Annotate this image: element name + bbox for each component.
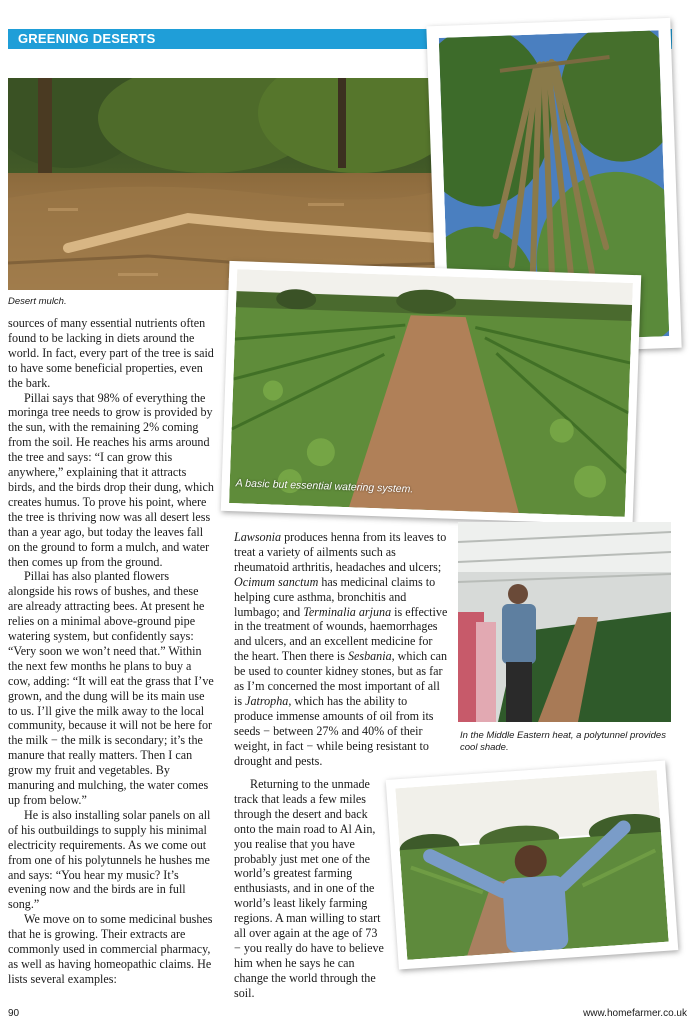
article-left-column (8, 316, 216, 987)
footer-website: www.homefarmer.co.uk (583, 1008, 687, 1019)
right-paragraph-1-text-b: has medicinal claims to helping cure asthma, bronchitis and lumbago; and (234, 574, 436, 619)
sesbania-name: Sesbania (347, 649, 392, 664)
right-paragraph-1-text-a: produces henna from its leaves to treat a variety of ailments such as rheumatoid arthritis, headaches and ulcers; (234, 530, 447, 574)
left-paragraph-3: Pillai has also planted flowers alongside his rows of bushes, and these are already attracting bees. At present he relies on a minimal above-ground pipe watering system, but confidently says: “Very soon we won’t need that.” Within the next few months he plans to buy a cow, adding: “It will eat the grass that I’ve grown, and the dung will be its main use to us. I’ll give the milk away to the local community, because it will not be here for the milk − the milk is secondary; it’s the manure that really matters. Then I can grow my fruit and vegetables. By manuring and mulching, the water comes up from below.” (8, 569, 214, 807)
left-paragraph-4: He is also installing solar panels on all of his outbuildings to supply his minimal electricity requirements. As we come out from one of his polytunnels he hushes me and says: “You hear my music? It’s evening now and the birds are in full song.” (8, 807, 211, 912)
polytunnel-photo (458, 522, 671, 722)
right-paragraph-1 (234, 530, 448, 769)
lawsonia-name: Lawsonia (234, 530, 282, 544)
watering-caption: A basic but essential watering system. (235, 477, 414, 496)
right-paragraph-1-text-c: is effective in the treatment of wounds, haemorrhages and ulcers, and an excellent medicine for the heart. Then there is (234, 604, 448, 664)
right-paragraph-1-text-d: , which can be used to counter kidney stones, but as far as I’m concerned the most important of all is (234, 649, 448, 708)
right-paragraph-2: Returning to the unmade track that leads a few miles through the desert and back onto the main road to Al Ain, you realise that you have probably just met one of the world’s greatest farming enthusiasts, and in one of the world’s least likely farming regions. A man willing to start all over again at the age of 73 − you really do have to believe him when he says he can change the world through the soil. (234, 777, 384, 1000)
left-paragraph-1: sources of many essential nutrients often found to be lacking in diets around the world. In fact, every part of the tree is said to have some beneficial properties, even the bark. (8, 316, 214, 390)
polytunnel-caption: In the Middle Eastern heat, a polytunnel provides cool shade. (460, 730, 666, 753)
page-number: 90 (8, 1008, 20, 1019)
ocimum-name: Ocimum sanctum (234, 574, 319, 589)
left-paragraph-2: Pillai says that 98% of everything the moringa tree needs to grow is provided by the sun, with the remaining 2% coming from the soil. He reaches his arms around the tree and says: “I can grow this anywhere,” explaining that it attracts birds, and the birds drop their dung, which creates humus. To prove his point, where the tree is thriving now was all desert less than a year ago, but today the leaves fall on the ground to form a mulch, and water then comes up from the ground. (8, 390, 214, 569)
left-paragraph-5: We move on to some medicinal bushes that he is growing. Their extracts are commonly used in commercial pharmacy, as well as having homeopathic claims. He lists several examples: (8, 912, 213, 986)
jatropha-name: Jatropha (245, 693, 289, 708)
section-title: GREENING DESERTS (18, 31, 156, 46)
watering-photo-frame (221, 261, 641, 525)
desert-mulch-photo (8, 78, 448, 290)
desert-mulch-caption: Desert mulch. (8, 296, 67, 307)
terminalia-name: Terminalia arjuna (303, 604, 392, 619)
farmer-photo (395, 770, 668, 960)
right-paragraph-1-text-e: , which has the ability to produce immense amounts of oil from its seeds − between 27% and 40% of their weight, in fact − while being resistant to drought and pests. (234, 693, 434, 768)
farmer-photo-frame (386, 760, 679, 969)
article-right-column-ending (234, 777, 384, 1001)
article-right-column (234, 530, 448, 769)
